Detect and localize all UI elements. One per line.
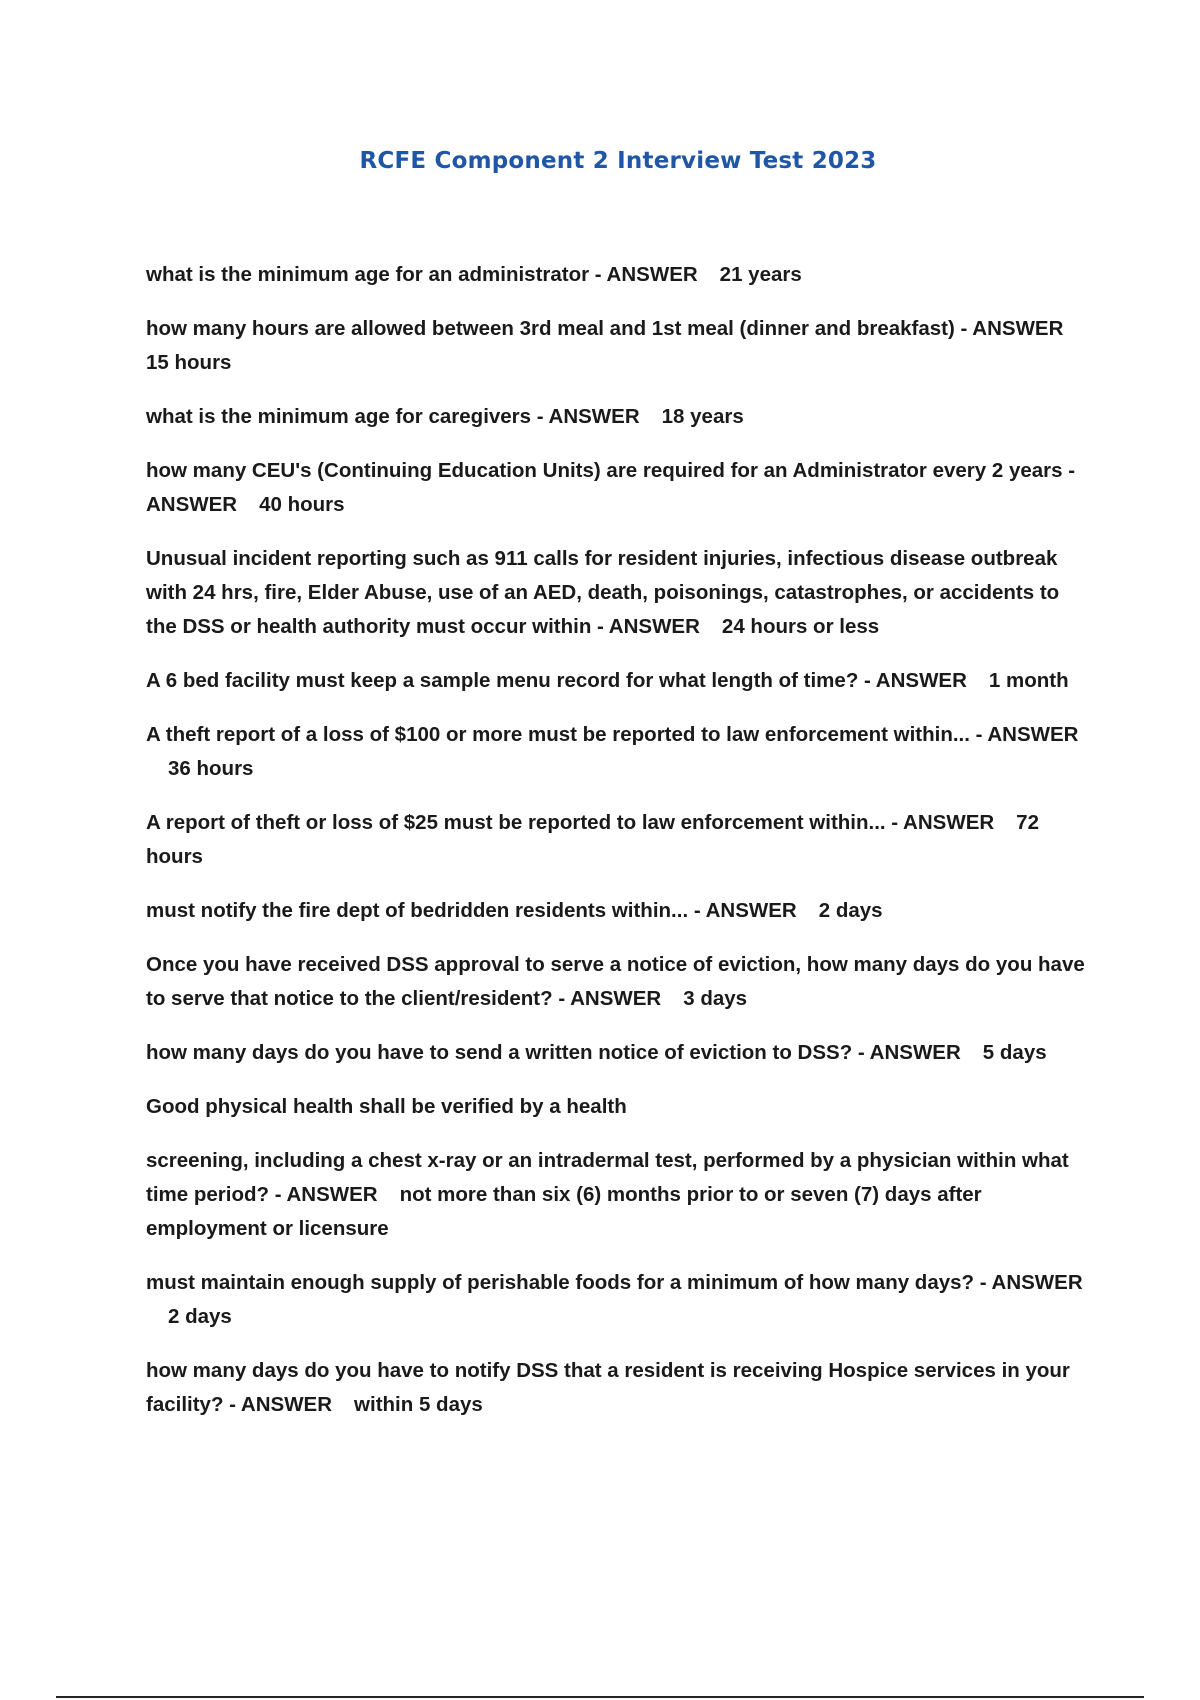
question-text: must notify the fire dept of bedridden residents within... - ANSWER <box>146 899 797 922</box>
qa-item <box>146 664 1086 698</box>
qa-item <box>146 542 1086 644</box>
answer-text: 2 days <box>168 1305 232 1328</box>
qa-item <box>146 1354 1086 1422</box>
answer-text: 36 hours <box>168 757 254 780</box>
qa-list <box>146 258 1086 1442</box>
question-text: Good physical health shall be verified by a health <box>146 1095 627 1118</box>
answer-text: 40 hours <box>259 493 345 516</box>
qa-item <box>146 1090 1086 1124</box>
question-text: screening, including a chest x-ray or an intradermal test, performed by a physician within what time period? - ANSWER <box>146 1149 1069 1206</box>
qa-item <box>146 400 1086 434</box>
qa-item <box>146 894 1086 928</box>
qa-item <box>146 718 1086 786</box>
question-text: must maintain enough supply of perishable foods for a minimum of how many days? - ANSWER <box>146 1271 1083 1294</box>
qa-item <box>146 1144 1086 1246</box>
answer-text: not more than six (6) months prior to or seven (7) days after employment or licensure <box>146 1183 982 1240</box>
answer-text: within 5 days <box>354 1393 483 1416</box>
question-text: Unusual incident reporting such as 911 calls for resident injuries, infectious disease outbreak with 24 hrs, fire, Elder Abuse, use of an AED, death, poisonings, catastrophes, or accidents to the DSS or health authority must occur within - ANSWER <box>146 547 1060 638</box>
question-text: how many days do you have to send a written notice of eviction to DSS? - ANSWER <box>146 1041 961 1064</box>
document-title: RCFE Component 2 Interview Test 2023 <box>359 148 877 174</box>
question-text: what is the minimum age for an administrator - ANSWER <box>146 263 698 286</box>
question-text: what is the minimum age for caregivers - ANSWER <box>146 405 640 428</box>
answer-text: 5 days <box>982 1041 1047 1064</box>
answer-text: 72 hours <box>146 811 1039 868</box>
qa-item <box>146 258 1086 292</box>
answer-text: 3 days <box>683 987 748 1010</box>
answer-text: 1 month <box>988 669 1069 692</box>
answer-text: 15 hours <box>146 351 232 374</box>
qa-item <box>146 1266 1086 1334</box>
qa-item <box>146 454 1086 522</box>
answer-text: 2 days <box>818 899 883 922</box>
question-text: A 6 bed facility must keep a sample menu record for what length of time? - ANSWER <box>146 669 967 692</box>
question-text: A report of theft or loss of $25 must be reported to law enforcement within... - ANSWER <box>146 811 995 834</box>
qa-item <box>146 806 1086 874</box>
qa-item <box>146 1036 1086 1070</box>
question-text: how many hours are allowed between 3rd meal and 1st meal (dinner and breakfast) - ANSWER <box>146 317 1064 340</box>
question-text: how many CEU's (Continuing Education Units) are required for an Administrator every 2 years - ANSWER <box>146 459 1076 516</box>
question-text: Once you have received DSS approval to serve a notice of eviction, how many days do you have to serve that notice to the client/resident? - ANSWER <box>146 953 1085 1010</box>
bottom-divider <box>56 1696 1144 1698</box>
qa-item <box>146 312 1086 380</box>
qa-item <box>146 948 1086 1016</box>
answer-text: 18 years <box>661 405 744 428</box>
answer-text: 21 years <box>719 263 802 286</box>
question-text: how many days do you have to notify DSS that a resident is receiving Hospice services in your facility? - ANSWER <box>146 1359 1070 1416</box>
answer-text: 24 hours or less <box>721 615 880 638</box>
question-text: A theft report of a loss of $100 or more must be reported to law enforcement within... - ANSWER <box>146 723 1079 746</box>
